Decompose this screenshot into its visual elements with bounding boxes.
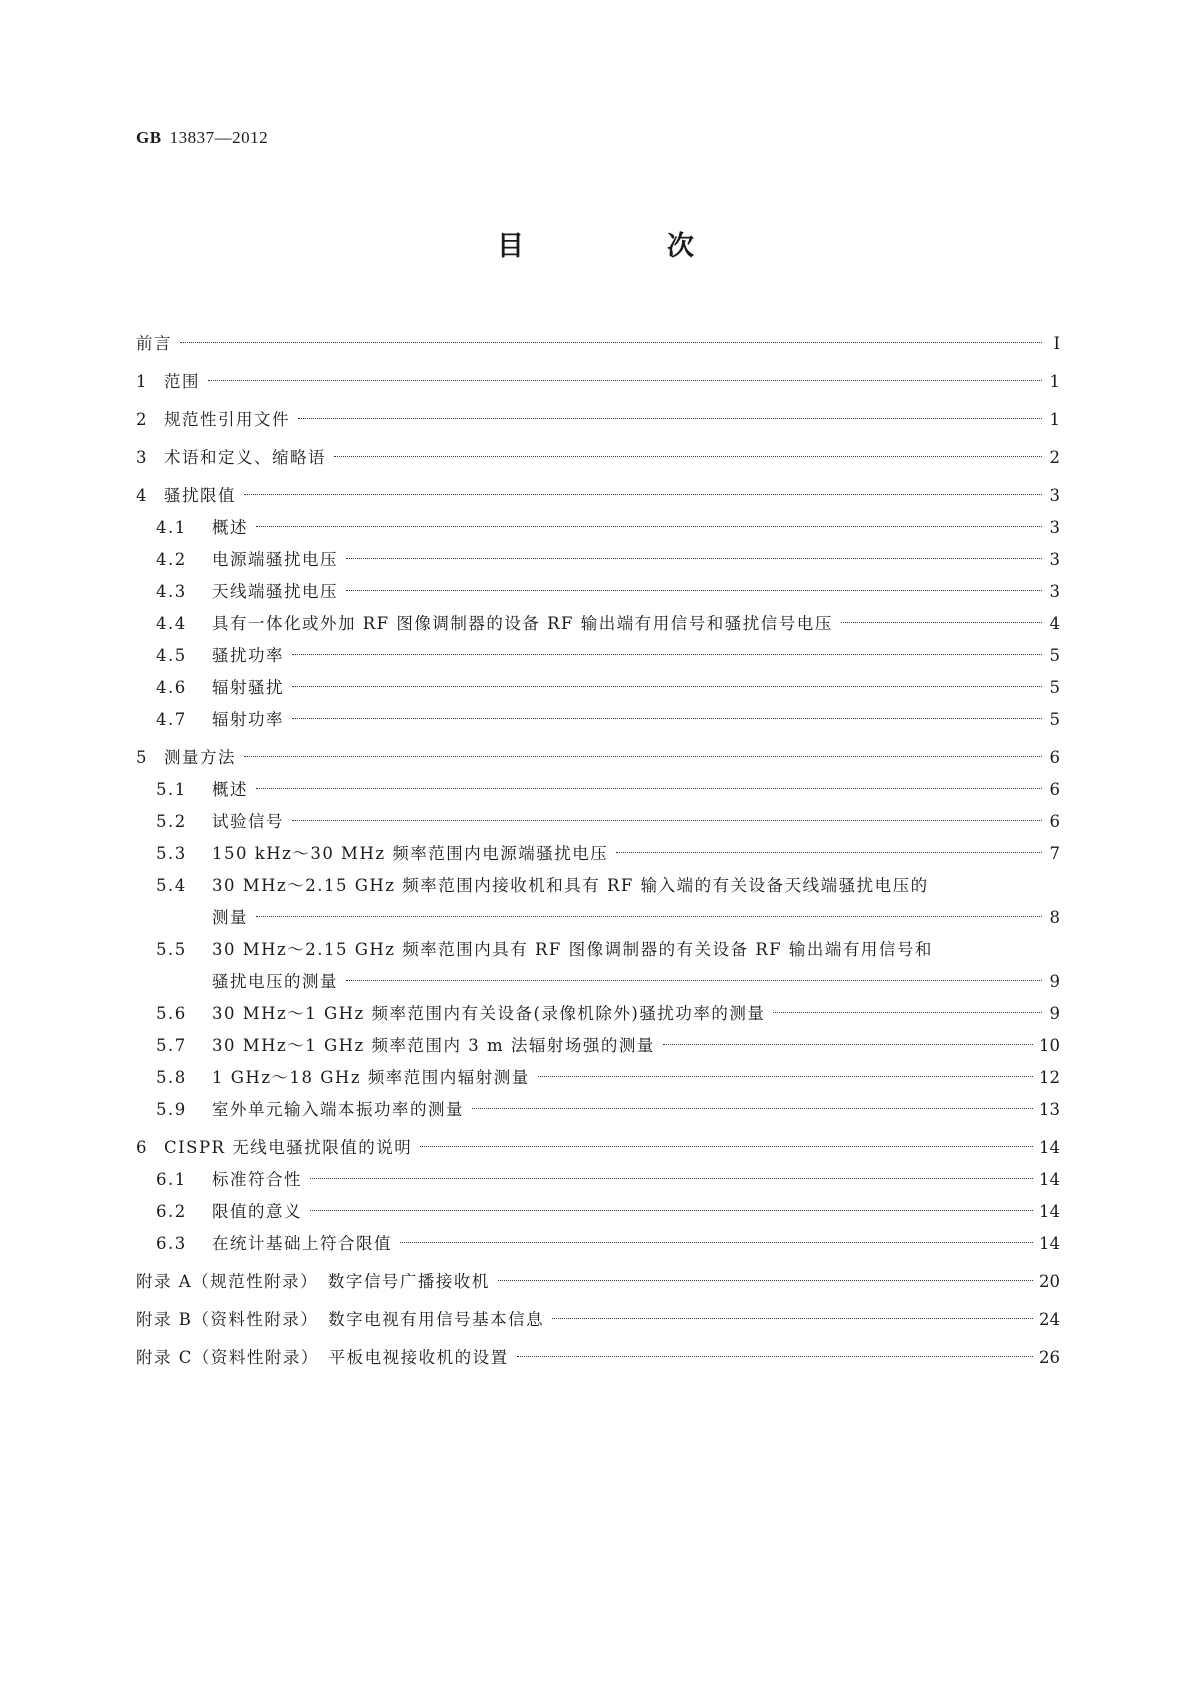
toc-entry-page: 3: [1049, 582, 1060, 601]
toc-entry-number: 5.9: [156, 1100, 187, 1119]
dot-leader: [244, 493, 1042, 495]
toc-entry-number: 4.2: [156, 550, 187, 569]
toc-entry[interactable]: [136, 640, 1060, 672]
toc-entry-number: 5.1: [156, 780, 187, 799]
toc-entry[interactable]: [136, 902, 1060, 934]
dot-leader: [292, 685, 1042, 687]
toc-entry[interactable]: [136, 1228, 1060, 1260]
toc-entry-title: 范围: [164, 372, 200, 391]
toc-entry[interactable]: [136, 1266, 1060, 1298]
toc-entry-title: 150 kHz～30 MHz 频率范围内电源端骚扰电压: [212, 844, 609, 863]
toc-entry-page: 14: [1039, 1234, 1060, 1253]
dot-leader: [552, 1317, 1033, 1319]
toc-entry[interactable]: [136, 838, 1060, 870]
toc-entry-title: 具有一体化或外加 RF 图像调制器的设备 RF 输出端有用信号和骚扰信号电压: [212, 614, 833, 633]
toc-entry-title: 附录 B（资料性附录） 数字电视有用信号基本信息: [136, 1310, 545, 1329]
toc-entry-page: 9: [1049, 1004, 1060, 1023]
toc-entry-title: 骚扰功率: [212, 646, 284, 665]
toc-entry-page: 5: [1049, 678, 1060, 697]
toc-entry-page: 3: [1049, 550, 1060, 569]
toc-entry-title: 电源端骚扰电压: [212, 550, 338, 569]
dot-leader: [310, 1177, 1033, 1179]
toc-entry-title: 骚扰电压的测量: [212, 972, 338, 991]
toc-entry-title: 测量方法: [164, 748, 236, 767]
dot-leader: [472, 1107, 1033, 1109]
toc-entry-page: 24: [1039, 1310, 1060, 1329]
toc-entry-title: 限值的意义: [212, 1202, 302, 1221]
toc-entry-number: 4.7: [156, 710, 187, 729]
toc-entry-title: 附录 C（资料性附录） 平板电视接收机的设置: [136, 1348, 509, 1367]
toc-entry-number: 4.6: [156, 678, 187, 697]
dot-leader: [292, 653, 1042, 655]
toc-entry-title: 30 MHz～2.15 GHz 频率范围内具有 RF 图像调制器的有关设备 RF 输出端有用信号和: [212, 940, 933, 959]
standard-prefix: GB: [136, 128, 162, 147]
dot-leader: [180, 341, 1042, 343]
toc-entry[interactable]: [136, 512, 1060, 544]
toc-entry-page: 6: [1049, 748, 1060, 767]
dot-leader: [256, 787, 1042, 789]
standard-code: [136, 128, 268, 148]
toc-entry[interactable]: [136, 806, 1060, 838]
toc-entry-page: 1: [1049, 410, 1060, 429]
toc-entry-title: 在统计基础上符合限值: [212, 1234, 392, 1253]
toc-entry-title: 试验信号: [212, 812, 284, 831]
toc-entry[interactable]: [136, 934, 1060, 966]
toc-entry-number: 2: [136, 410, 148, 429]
toc-entry[interactable]: [136, 1196, 1060, 1228]
toc-entry-page: 10: [1039, 1036, 1060, 1055]
toc-entry[interactable]: [136, 544, 1060, 576]
dot-leader: [616, 851, 1042, 853]
toc-entry[interactable]: [136, 608, 1060, 640]
toc-entry[interactable]: [136, 742, 1060, 774]
toc-entry-page: 1: [1049, 372, 1060, 391]
dot-leader: [244, 755, 1042, 757]
toc-entry-number: 4.5: [156, 646, 187, 665]
toc-entry[interactable]: [136, 774, 1060, 806]
toc-entry-number: 5.8: [156, 1068, 187, 1087]
toc-entry-title: 测量: [212, 908, 248, 927]
dot-leader: [517, 1355, 1033, 1357]
toc-entry-number: 6.2: [156, 1202, 187, 1221]
dot-leader: [334, 455, 1042, 457]
toc-entry-page: 3: [1049, 518, 1060, 537]
toc-entry-title: 概述: [212, 518, 248, 537]
toc-entry-number: 5.6: [156, 1004, 187, 1023]
toc-entry-page: 9: [1049, 972, 1060, 991]
toc-entry[interactable]: [136, 704, 1060, 736]
toc-entry-page: 20: [1039, 1272, 1060, 1291]
toc-entry-title: 1 GHz～18 GHz 频率范围内辐射测量: [212, 1068, 530, 1087]
toc-entry-page: 14: [1039, 1138, 1060, 1157]
toc-entry[interactable]: [136, 480, 1060, 512]
toc-entry-page: 5: [1049, 710, 1060, 729]
toc-entry-page: Ⅰ: [1053, 334, 1060, 353]
toc-entry-title: 30 MHz～1 GHz 频率范围内 3 m 法辐射场强的测量: [212, 1036, 655, 1055]
toc-entry-number: 3: [136, 448, 148, 467]
toc-entry-number: 5.5: [156, 940, 187, 959]
toc-entry-title: CISPR 无线电骚扰限值的说明: [164, 1138, 413, 1157]
toc-entry[interactable]: [136, 1342, 1060, 1374]
toc-entry-page: 14: [1039, 1202, 1060, 1221]
dot-leader: [256, 915, 1042, 917]
toc-entry-title: 概述: [212, 780, 248, 799]
dot-leader: [298, 417, 1042, 419]
dot-leader: [346, 979, 1042, 981]
toc-entry-number: 6.3: [156, 1234, 187, 1253]
dot-leader: [498, 1279, 1033, 1281]
toc-entry[interactable]: [136, 870, 1060, 902]
toc-entry-number: 5.7: [156, 1036, 187, 1055]
toc-entry[interactable]: [136, 1094, 1060, 1126]
toc-entry-number: 4.4: [156, 614, 187, 633]
toc-entry[interactable]: [136, 1030, 1060, 1062]
toc-entry-title: 术语和定义、缩略语: [164, 448, 326, 467]
toc-entry-page: 26: [1039, 1348, 1060, 1367]
toc-entry-title: 规范性引用文件: [164, 410, 290, 429]
toc-entry-title: 30 MHz～2.15 GHz 频率范围内接收机和具有 RF 输入端的有关设备天线端骚扰电压的: [212, 876, 929, 895]
toc-entry-title: 室外单元输入端本振功率的测量: [212, 1100, 464, 1119]
toc-entry-page: 2: [1049, 448, 1060, 467]
dot-leader: [663, 1043, 1033, 1045]
toc-entry-number: 5.4: [156, 876, 187, 895]
toc-entry-page: 13: [1039, 1100, 1060, 1119]
toc-entry-number: 5.2: [156, 812, 187, 831]
toc-entry[interactable]: [136, 442, 1060, 474]
toc-entry-number: 4: [136, 486, 148, 505]
toc-entry-page: 5: [1049, 646, 1060, 665]
toc-entry-title: 前言: [136, 334, 172, 353]
toc-entry[interactable]: [136, 1304, 1060, 1336]
toc-entry-title: 辐射功率: [212, 710, 284, 729]
table-of-contents: [136, 328, 1060, 1374]
toc-entry-number: 5: [136, 748, 148, 767]
toc-entry-page: 6: [1049, 812, 1060, 831]
toc-entry-number: 5.3: [156, 844, 187, 863]
dot-leader: [292, 819, 1042, 821]
toc-entry-page: 8: [1049, 908, 1060, 927]
toc-entry[interactable]: [136, 1132, 1060, 1164]
toc-entry-page: 12: [1039, 1068, 1060, 1087]
toc-entry-page: 7: [1049, 844, 1060, 863]
toc-entry-page: 14: [1039, 1170, 1060, 1189]
toc-entry-page: 6: [1049, 780, 1060, 799]
dot-leader: [538, 1075, 1033, 1077]
toc-entry-title: 辐射骚扰: [212, 678, 284, 697]
toc-entry[interactable]: [136, 672, 1060, 704]
dot-leader: [310, 1209, 1033, 1211]
toc-entry-number: 6.1: [156, 1170, 187, 1189]
toc-entry-title: 附录 A（规范性附录） 数字信号广播接收机: [136, 1272, 490, 1291]
toc-entry-number: 4.3: [156, 582, 187, 601]
toc-entry[interactable]: [136, 966, 1060, 998]
dot-leader: [773, 1011, 1042, 1013]
toc-entry[interactable]: [136, 1164, 1060, 1196]
dot-leader: [841, 621, 1042, 623]
toc-entry[interactable]: [136, 404, 1060, 436]
dot-leader: [292, 717, 1042, 719]
toc-entry-number: 4.1: [156, 518, 187, 537]
standard-number: 13837—2012: [169, 128, 269, 147]
toc-entry-title: 骚扰限值: [164, 486, 236, 505]
toc-entry-title: 30 MHz～1 GHz 频率范围内有关设备(录像机除外)骚扰功率的测量: [212, 1004, 766, 1023]
toc-entry[interactable]: [136, 576, 1060, 608]
toc-entry[interactable]: [136, 1062, 1060, 1094]
toc-entry[interactable]: [136, 328, 1060, 360]
toc-entry-title: 天线端骚扰电压: [212, 582, 338, 601]
toc-entry-number: 1: [136, 372, 148, 391]
dot-leader: [346, 557, 1042, 559]
toc-entry-title: 标准符合性: [212, 1170, 302, 1189]
page-title: 目 次: [497, 231, 752, 262]
toc-entry-page: 3: [1049, 486, 1060, 505]
dot-leader: [420, 1145, 1033, 1147]
dot-leader: [256, 525, 1042, 527]
toc-entry-number: 6: [136, 1138, 148, 1157]
toc-entry[interactable]: [136, 998, 1060, 1030]
dot-leader: [400, 1241, 1033, 1243]
dot-leader: [208, 379, 1042, 381]
dot-leader: [346, 589, 1042, 591]
toc-entry-page: 4: [1049, 614, 1060, 633]
toc-entry[interactable]: [136, 366, 1060, 398]
